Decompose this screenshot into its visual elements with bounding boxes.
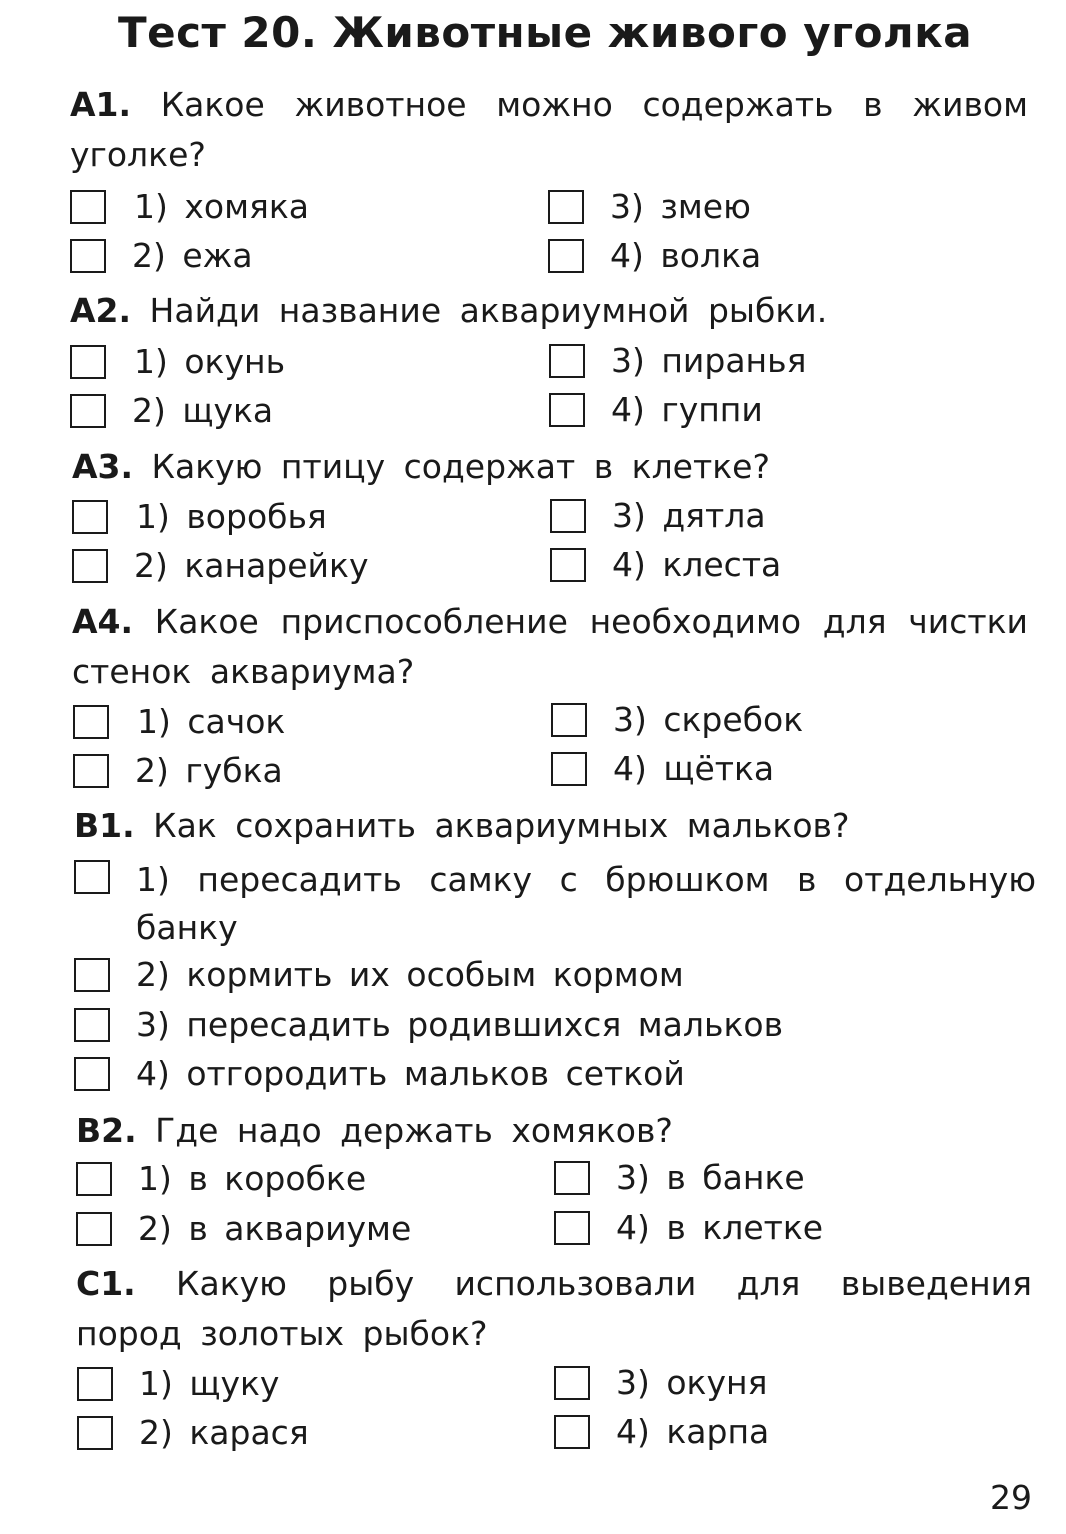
answer-checkbox[interactable]: [554, 1366, 590, 1400]
option-label: 1) хомяка: [134, 187, 309, 226]
question-text: Какое животное можно содержать в живом уголке?: [70, 85, 1028, 174]
answer-checkbox[interactable]: [554, 1211, 590, 1245]
answer-checkbox[interactable]: [74, 1057, 110, 1091]
answer-checkbox[interactable]: [549, 344, 585, 378]
answer-checkbox[interactable]: [74, 1008, 110, 1042]
option-label: 4) гуппи: [611, 390, 763, 429]
answer-checkbox[interactable]: [72, 500, 108, 534]
answer-checkbox[interactable]: [76, 1212, 112, 1246]
page-title: Тест 20. Животные живого уголка: [117, 8, 973, 57]
answer-checkbox[interactable]: [551, 703, 587, 737]
question-text: Какое приспособление необходимо для чистки стенок аквариума?: [72, 602, 1028, 691]
answer-checkbox[interactable]: [548, 239, 584, 273]
option-label: 1) щуку: [139, 1364, 280, 1403]
option-label: 4) клеста: [612, 545, 782, 584]
answer-checkbox[interactable]: [554, 1415, 590, 1449]
option-label: 3) пересадить родившихся мальков: [136, 1005, 784, 1044]
option-label: 1) окунь: [134, 342, 286, 381]
answer-checkbox[interactable]: [74, 958, 110, 992]
option-label: 3) дятла: [612, 496, 766, 535]
question-number: C1.: [76, 1264, 136, 1303]
option-label: 4) щётка: [613, 749, 775, 788]
page-number: 29: [990, 1478, 1032, 1517]
option-label: 1) воробья: [136, 497, 327, 536]
question-a2: [70, 286, 1028, 336]
question-text: Какую рыбу использовали для выведения пород золотых рыбок?: [76, 1264, 1032, 1353]
option-label: 2) в аквариуме: [138, 1209, 412, 1248]
question-b1: [74, 801, 1032, 851]
option-label: 4) в клетке: [616, 1208, 824, 1247]
answer-checkbox[interactable]: [77, 1367, 113, 1401]
answer-checkbox[interactable]: [70, 239, 106, 273]
option-label: 1) пересадить самку с брюшком в отдельную банку: [136, 860, 1036, 947]
option-label: 4) волка: [610, 236, 762, 275]
option-label: 4) карпа: [616, 1412, 770, 1451]
answer-checkbox[interactable]: [550, 499, 586, 533]
question-a3: [72, 442, 1030, 492]
answer-checkbox[interactable]: [551, 752, 587, 786]
option-label: 3) змею: [610, 187, 751, 226]
option-label: 1) сачок: [137, 702, 286, 741]
option-label: 2) канарейку: [134, 546, 369, 585]
option-label: 3) скребок: [613, 700, 804, 739]
option-label: 3) окуня: [616, 1363, 768, 1402]
option-label: 4) отгородить мальков сеткой: [136, 1054, 685, 1093]
question-number: A3.: [72, 447, 134, 486]
question-a1: [70, 80, 1028, 180]
option-label: 2) карася: [139, 1413, 309, 1452]
question-number: B2.: [76, 1111, 137, 1150]
option-label: 2) щука: [132, 391, 274, 430]
option-label: 3) пиранья: [611, 341, 807, 380]
question-number: A4.: [72, 602, 134, 641]
option-label: 2) кормить их особым кормом: [136, 955, 684, 994]
question-text: Где надо держать хомяков?: [155, 1111, 673, 1150]
answer-checkbox[interactable]: [549, 393, 585, 427]
option-label: 2) губка: [135, 751, 283, 790]
answer-checkbox[interactable]: [548, 190, 584, 224]
question-text: Как сохранить аквариумных мальков?: [153, 806, 850, 845]
option-b1-1[interactable]: [74, 856, 1036, 952]
answer-checkbox[interactable]: [73, 705, 109, 739]
answer-checkbox[interactable]: [74, 860, 110, 894]
answer-checkbox[interactable]: [76, 1162, 112, 1196]
question-text: Какую птицу содержат в клетке?: [151, 447, 770, 486]
question-b2: [76, 1106, 1034, 1156]
answer-checkbox[interactable]: [72, 549, 108, 583]
question-a4: [72, 597, 1028, 697]
answer-checkbox[interactable]: [70, 345, 106, 379]
answer-checkbox[interactable]: [77, 1416, 113, 1450]
option-label: 1) в коробке: [138, 1159, 367, 1198]
option-label: 3) в банке: [616, 1158, 805, 1197]
question-number: B1.: [74, 806, 135, 845]
answer-checkbox[interactable]: [554, 1161, 590, 1195]
question-number: A2.: [70, 291, 132, 330]
question-text: Найди название аквариумной рыбки.: [149, 291, 828, 330]
option-label: 2) ежа: [132, 236, 253, 275]
question-c1: [76, 1259, 1032, 1359]
answer-checkbox[interactable]: [550, 548, 586, 582]
question-number: A1.: [70, 85, 132, 124]
answer-checkbox[interactable]: [73, 754, 109, 788]
answer-checkbox[interactable]: [70, 190, 106, 224]
answer-checkbox[interactable]: [70, 394, 106, 428]
